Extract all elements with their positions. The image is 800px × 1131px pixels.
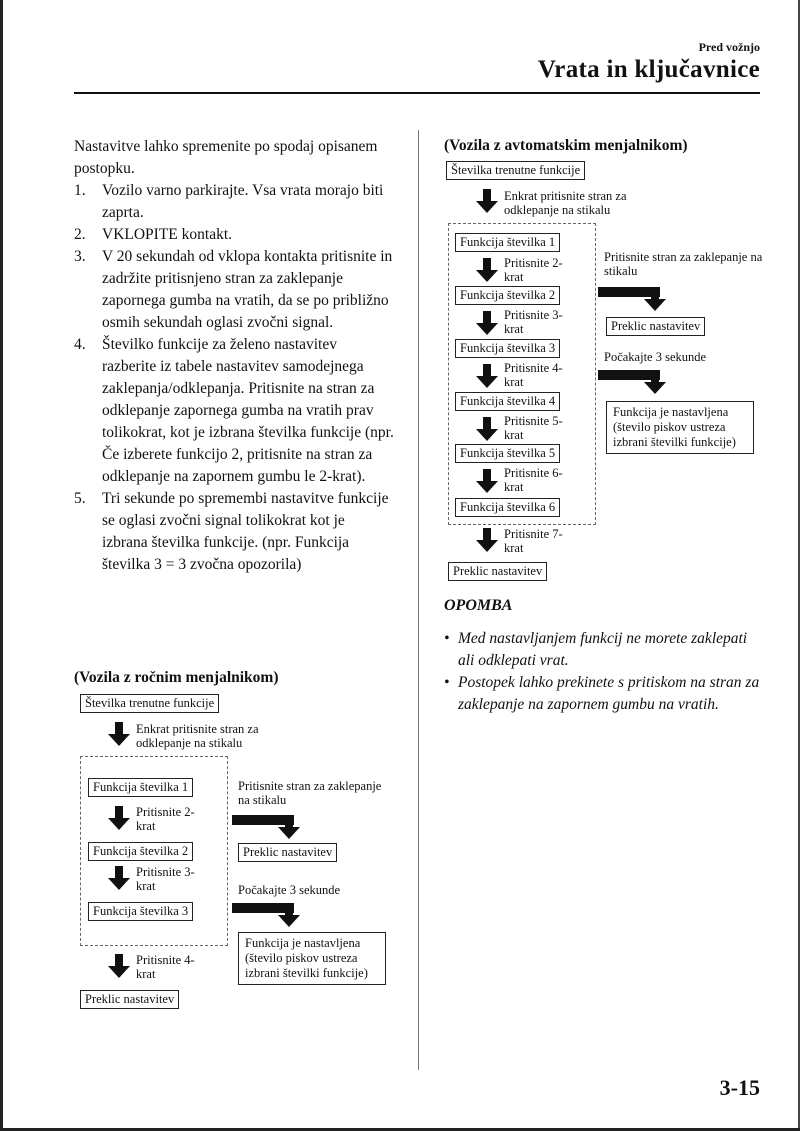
auto-press-label: Pritisnite 6-krat	[504, 466, 563, 494]
auto-function-box: Funkcija številka 3	[455, 339, 560, 358]
step-text: V 20 sekundah od vklopa kontakta pritisnite in zadržite pritisnjeno stran za zaklepanje zapornega gumba na vratih, da se po približno osmih sekundah oglasi zvočni signal.	[102, 248, 393, 331]
manual-cancel-box: Preklic nastavitev	[80, 990, 179, 1009]
down-arrow-icon	[108, 806, 130, 830]
down-arrow-icon	[644, 370, 666, 394]
manual-wait-label: Počakajte 3 sekunde	[238, 883, 341, 897]
down-arrow-icon	[476, 189, 498, 213]
step-number: 5.	[74, 490, 86, 507]
manual-function-set-box: Funkcija je nastavljena (število piskov ustreza izbrani številki funkcije)	[238, 932, 386, 985]
auto-lock-press-label: Pritisnite stran za zaklepanje na stikalu	[604, 250, 763, 278]
manual-press-label: Pritisnite 3-krat	[136, 865, 195, 893]
auto-press-label: Pritisnite 7-krat	[504, 527, 563, 555]
page-number: 3-15	[719, 1075, 760, 1100]
auto-function-box: Funkcija številka 1	[455, 233, 560, 252]
step-number: 4.	[74, 336, 86, 353]
column-divider	[418, 130, 419, 1070]
down-arrow-icon	[476, 417, 498, 441]
auto-function-box: Funkcija številka 2	[455, 286, 560, 305]
page-title: Vrata in ključavnice	[537, 56, 760, 83]
intro-paragraph: Nastavitve lahko spremenite po spodaj opisanem postopku.	[74, 138, 378, 177]
down-arrow-icon	[278, 815, 300, 839]
step-item	[74, 180, 394, 224]
down-arrow-icon	[476, 311, 498, 335]
manual-press-label: Pritisnite 4-krat	[136, 953, 195, 981]
down-arrow-icon	[476, 258, 498, 282]
step-item	[74, 334, 394, 488]
page-border-left	[0, 0, 3, 1131]
manual-cancel-box: Preklic nastavitev	[238, 843, 337, 862]
auto-press-once-label: Enkrat pritisnite stran za odklepanje na stikalu	[504, 189, 627, 217]
note-item	[444, 672, 764, 716]
bullet: •	[444, 630, 450, 647]
step-number: 2.	[74, 226, 86, 243]
auto-function-box: Funkcija številka 4	[455, 392, 560, 411]
auto-function-box: Funkcija številka 5	[455, 444, 560, 463]
auto-press-label: Pritisnite 5-krat	[504, 414, 563, 442]
manual-function-box: Funkcija številka 1	[88, 778, 193, 797]
auto-wait-label: Počakajte 3 sekunde	[604, 350, 707, 364]
note-list	[444, 628, 764, 716]
note-text: Postopek lahko prekinete s pritiskom na stran za zaklepanje na zapornem gumbu na vratih.	[458, 674, 760, 713]
down-arrow-icon	[644, 287, 666, 311]
manual-current-function-box: Številka trenutne funkcije	[80, 694, 219, 713]
step-text: Tri sekunde po spremembi nastavitve funkcije se oglasi zvočni signal tolikokrat kot je izbrana številka funkcije. (npr. Funkcija številka 3 = 3 zvočna opozorila)	[102, 490, 389, 573]
steps-list	[74, 180, 394, 576]
auto-function-box: Funkcija številka 6	[455, 498, 560, 517]
section-label: Pred vožnjo	[698, 40, 760, 54]
step-number: 3.	[74, 248, 86, 265]
down-arrow-icon	[476, 528, 498, 552]
auto-cancel-box: Preklic nastavitev	[606, 317, 705, 336]
manual-heading: (Vozila z ročnim menjalnikom)	[74, 669, 279, 686]
auto-press-label: Pritisnite 4-krat	[504, 361, 563, 389]
manual-function-box: Funkcija številka 2	[88, 842, 193, 861]
note-title: OPOMBA	[444, 597, 513, 614]
step-number: 1.	[74, 182, 86, 199]
auto-press-label: Pritisnite 2-krat	[504, 256, 563, 284]
bullet: •	[444, 674, 450, 691]
step-item	[74, 488, 394, 576]
step-text: Vozilo varno parkirajte. Vsa vrata morajo biti zaprta.	[102, 182, 384, 221]
manual-function-box: Funkcija številka 3	[88, 902, 193, 921]
down-arrow-icon	[108, 722, 130, 746]
note-item	[444, 628, 764, 672]
down-arrow-icon	[108, 954, 130, 978]
auto-heading: (Vozila z avtomatskim menjalnikom)	[444, 137, 688, 154]
auto-current-function-box: Številka trenutne funkcije	[446, 161, 585, 180]
step-text: Številko funkcije za želeno nastavitev razberite iz tabele nastavitev samodejnega zaklepanja/odklepanja. Pritisnite na stran za odklepanje zapornega gumba na vratih prav tolikokrat, kot je izbrana številka funkcije (npr. Če izberete funkcijo 2, pritisnite na stran za odklepanje na zapornem gumbu le 2-krat).	[102, 336, 394, 485]
step-item	[74, 246, 394, 334]
note-text: Med nastavljanjem funkcij ne morete zaklepati ali odklepati vrat.	[458, 630, 748, 669]
step-text: VKLOPITE kontakt.	[102, 226, 233, 243]
auto-cancel-box: Preklic nastavitev	[448, 562, 547, 581]
down-arrow-icon	[108, 866, 130, 890]
manual-press-label: Pritisnite 2-krat	[136, 805, 195, 833]
step-item	[74, 224, 394, 246]
header-rule	[74, 92, 760, 94]
down-arrow-icon	[476, 364, 498, 388]
manual-lock-press-label: Pritisnite stran za zaklepanje na stikalu	[238, 779, 382, 807]
auto-press-label: Pritisnite 3-krat	[504, 308, 563, 336]
down-arrow-icon	[476, 469, 498, 493]
manual-press-once-label: Enkrat pritisnite stran za odklepanje na stikalu	[136, 722, 259, 750]
auto-function-set-box: Funkcija je nastavljena (število piskov ustreza izbrani številki funkcije)	[606, 401, 754, 454]
down-arrow-icon	[278, 903, 300, 927]
